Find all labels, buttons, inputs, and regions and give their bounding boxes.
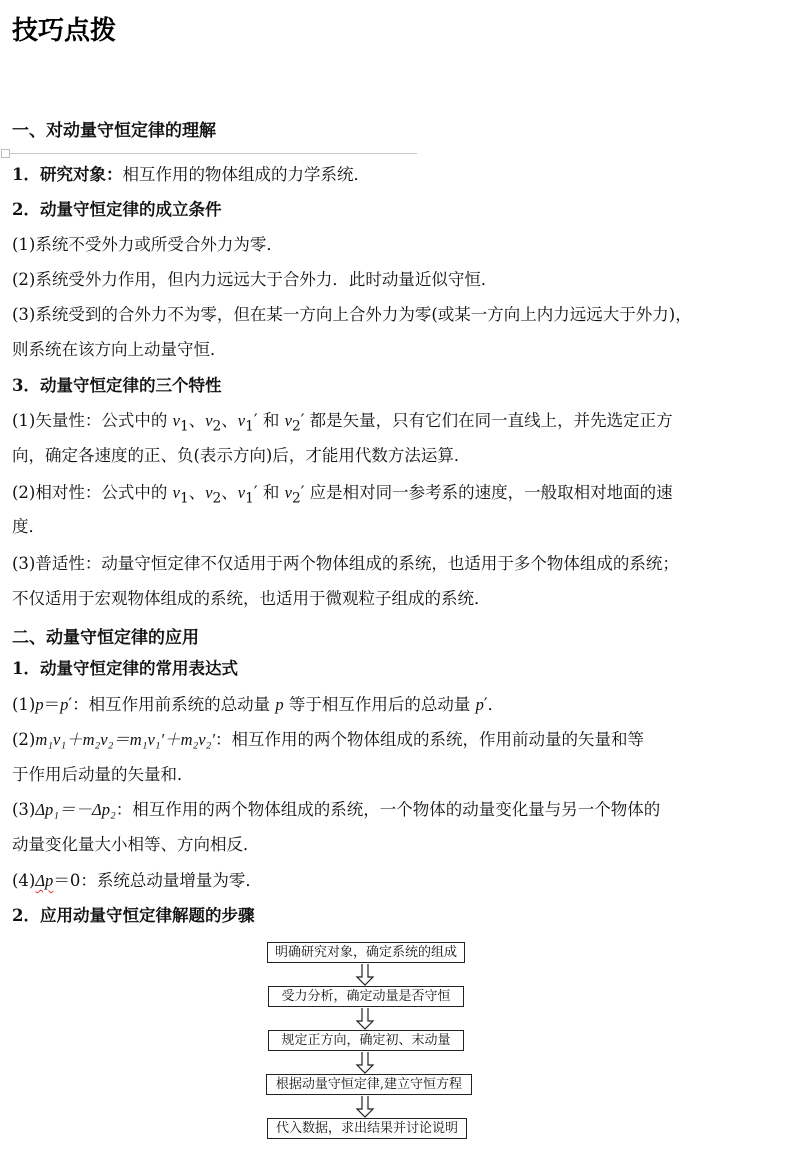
- e1-text2: 等于相互作用后的总动量: [283, 695, 476, 714]
- prime: ′: [68, 695, 73, 714]
- and: 和: [257, 483, 285, 502]
- prime: ′: [300, 411, 305, 430]
- p1-rest: 都是矢量，只有它们在同一直线上，并先选定正方: [304, 411, 673, 430]
- double-down-arrow-icon: [355, 1052, 375, 1074]
- s1-item3-p2-line2: 度．: [12, 517, 45, 536]
- prime: ′: [483, 695, 488, 714]
- s2-item2-label: 2．应用动量守恒定律解题的步骤: [12, 906, 255, 925]
- sub-1: 1: [179, 490, 189, 507]
- prime: ′: [253, 483, 258, 502]
- flow-step-4: 根据动量守恒定律,建立守恒方程: [266, 1074, 472, 1095]
- e2-formula: m₁v₁＋m₂v₂＝m₁v₁′＋m₂v₂′: [35, 730, 215, 749]
- e1-prefix: (1): [12, 695, 36, 714]
- sep: 、: [188, 411, 206, 430]
- divider: [10, 153, 417, 154]
- eq: ＝: [43, 695, 61, 714]
- s2-expr1: [12, 694, 504, 716]
- s1-item1: [12, 164, 370, 186]
- s1-item3-p3-line2: 不仅适用于宏观物体组成的系统，也适用于微观粒子组成的系统．: [12, 589, 491, 608]
- sub-2: 2: [212, 490, 222, 507]
- var-p: p: [60, 695, 69, 714]
- e1-text: ：相互作用前系统的总动量: [72, 695, 276, 714]
- flow-step-2: 受力分析，确定动量是否守恒: [268, 986, 464, 1007]
- s2-item1-label: 1．动量守恒定律的常用表达式: [12, 659, 238, 678]
- sub-2p: 2: [291, 418, 301, 435]
- var-p: p: [35, 695, 44, 714]
- double-down-arrow-icon: [355, 964, 375, 986]
- s1-item2-c1: (1)系统不受外力或所受合外力为零．: [12, 235, 283, 254]
- p1-prefix: (1)矢量性：公式中的: [12, 411, 173, 430]
- page-title: 技巧点拨: [12, 16, 117, 46]
- e2-prefix: (2): [12, 730, 36, 749]
- var-v2: v: [205, 483, 213, 502]
- e4-text: ：系统总动量增量为零．: [80, 871, 262, 890]
- var-v2: v: [205, 411, 213, 430]
- var-v2p: v: [284, 411, 292, 430]
- s1-item2-c3-line1: (3)系统受到的合外力不为零，但在某一方向上合外力为零(或某一方向上内力远远大于外力)，: [12, 305, 692, 324]
- sep: 、: [221, 483, 238, 502]
- s1-item1-text: 相互作用的物体组成的力学系统．: [122, 165, 370, 184]
- p2-rest: 应是相对同一参考系的速度，一般取相对地面的速: [304, 483, 673, 502]
- flow-step-5: 代入数据，求出结果并讨论说明: [267, 1118, 467, 1139]
- prime: ′: [253, 411, 258, 430]
- s2-expr2-line1: [12, 729, 644, 751]
- s1-item3-p3-line1: (3)普适性：动量守恒定律不仅适用于两个物体组成的系统，也适用于多个物体组成的系统；: [12, 554, 679, 573]
- var-v1: v: [172, 483, 180, 502]
- sub-1: 1: [179, 418, 189, 435]
- s1-item3-p2-line1: [12, 482, 673, 509]
- table-marker-icon: [1, 149, 10, 158]
- var-p: p: [475, 695, 484, 714]
- e3-prefix: (3): [12, 800, 36, 819]
- p2-prefix: (2)相对性：公式中的: [12, 483, 173, 502]
- sub-1p: 1: [245, 490, 254, 507]
- sub-1p: 1: [245, 418, 254, 435]
- s2-expr4: [12, 870, 262, 892]
- flow-step-1: 明确研究对象，确定系统的组成: [267, 942, 465, 963]
- sep: 、: [221, 411, 238, 430]
- e3-formula: Δp₁＝－Δp₂: [35, 800, 116, 819]
- section2-heading: 二、动量守恒定律的应用: [12, 628, 199, 648]
- flow-step-3: 规定正方向，确定初、末动量: [268, 1030, 464, 1051]
- s1-item3-p1-line2: 向，确定各速度的正、负(表示方向)后，才能用代数方法运算．: [12, 446, 471, 465]
- sub-2p: 2: [291, 490, 301, 507]
- var-v2p: v: [284, 483, 292, 502]
- prime: ′: [300, 483, 305, 502]
- sep: 、: [188, 483, 206, 502]
- e1-end: ．: [487, 695, 505, 714]
- section1-heading: 一、对动量守恒定律的理解: [12, 121, 216, 141]
- s1-item3-p1-line1: [12, 410, 673, 437]
- s1-item3-label: 3．动量守恒定律的三个特性: [12, 376, 222, 395]
- and: 和: [257, 411, 285, 430]
- s1-item1-label: 1．研究对象：: [12, 165, 123, 184]
- e4-eq: ＝0: [53, 871, 81, 890]
- double-down-arrow-icon: [355, 1096, 375, 1118]
- e4-formula: Δp: [35, 871, 54, 890]
- var-v1p: v: [237, 483, 246, 502]
- s1-item2-label: 2．动量守恒定律的成立条件: [12, 200, 222, 219]
- s1-item2-c2: (2)系统受外力作用，但内力远远大于合外力．此时动量近似守恒．: [12, 270, 498, 289]
- var-v1: v: [172, 411, 180, 430]
- e4-prefix: (4): [12, 871, 36, 890]
- var-p: p: [275, 695, 284, 714]
- e2-text: ：相互作用的两个物体组成的系统，作用前动量的矢量和等: [214, 730, 644, 749]
- e3-text: ：相互作用的两个物体组成的系统，一个物体的动量变化量与另一个物体的: [115, 800, 661, 819]
- sub-2: 2: [212, 418, 222, 435]
- s1-item2-c3-line2: 则系统在该方向上动量守恒．: [12, 340, 227, 359]
- double-down-arrow-icon: [355, 1008, 375, 1030]
- s2-expr3-line1: [12, 799, 660, 821]
- s2-expr3-line2: 动量变化量大小相等、方向相反．: [12, 835, 260, 854]
- s2-expr2-line2: 于作用后动量的矢量和．: [12, 765, 194, 784]
- var-v1p: v: [237, 411, 246, 430]
